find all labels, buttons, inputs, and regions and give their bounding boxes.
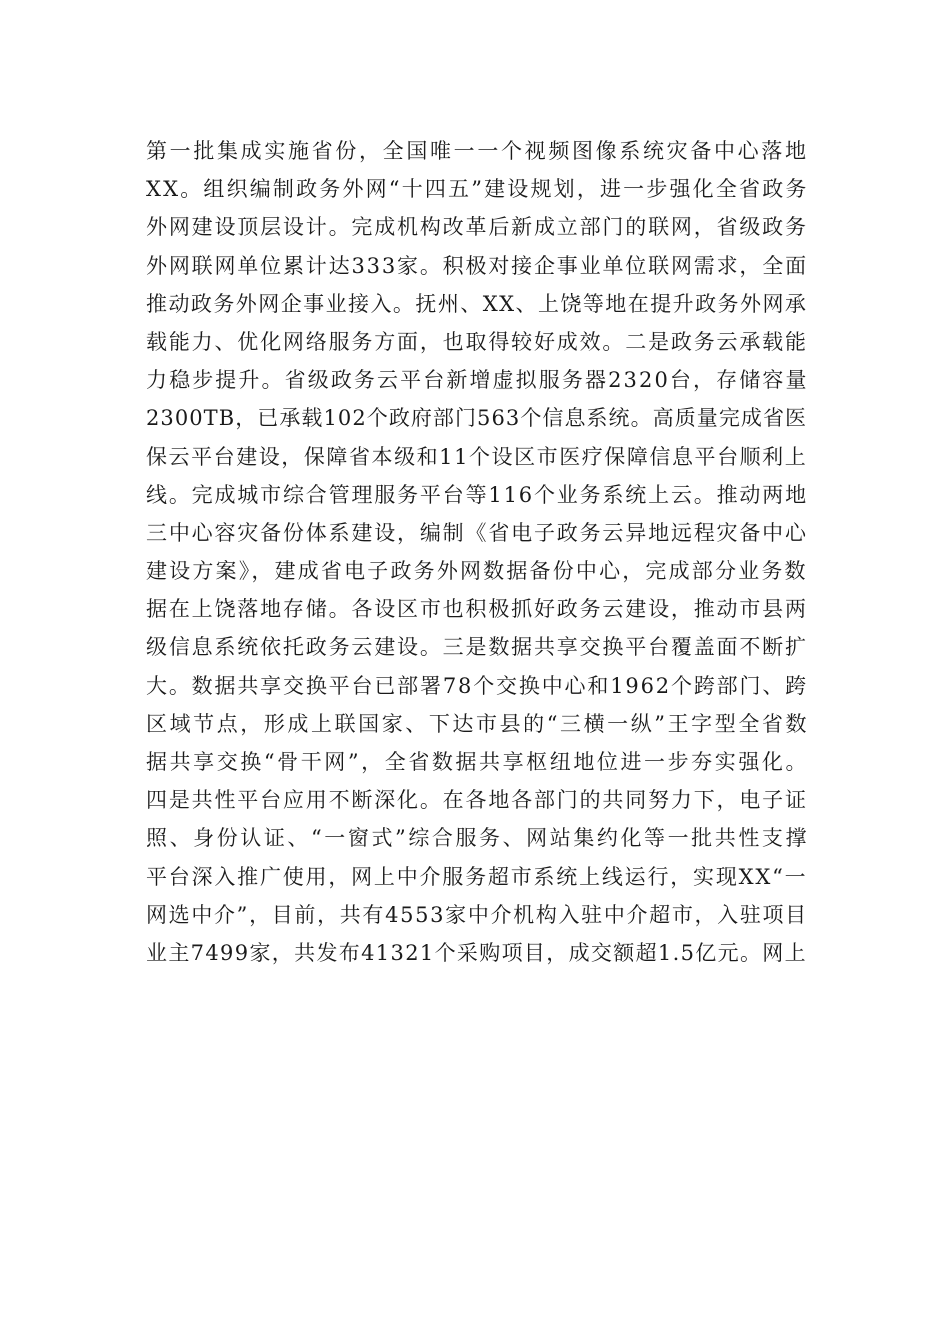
text-line: 业主7499家，共发布41321个采购项目，成交额超1.5亿元。网上 bbox=[146, 940, 807, 965]
text-line: XX。组织编制政务外网“十四五”建设规划，进一步强化全省政务 bbox=[146, 177, 809, 202]
text-line: 四是共性平台应用不断深化。在各地各部门的共同努力下，电子证 bbox=[146, 788, 808, 813]
text-line: 平台深入推广使用，网上中介服务超市系统上线运行，实现XX“一 bbox=[146, 864, 808, 889]
text-line: 第一批集成实施省份，全国唯一一个视频图像系统灾备中心落地 bbox=[146, 139, 809, 163]
text-line: 建设方案》，建成省电子政务外网数据备份中心，完成部分业务数 bbox=[146, 559, 808, 584]
text-line: 线。完成城市综合管理服务平台等116个业务系统上云。推动两地 bbox=[146, 482, 808, 507]
text-line: 据在上饶落地存储。各设区市也积极抓好政务云建设，推动市县两 bbox=[146, 597, 808, 622]
body-paragraph bbox=[146, 132, 810, 972]
text-line: 外网建设顶层设计。完成机构改革后新成立部门的联网，省级政务 bbox=[146, 215, 808, 240]
text-line: 据共享交换“骨干网”，全省数据共享枢纽地位进一步夯实强化。 bbox=[146, 750, 810, 774]
text-line: 推动政务外网企事业接入。抚州、XX、上饶等地在提升政务外网承 bbox=[146, 291, 808, 316]
text-line: 级信息系统依托政务云建设。三是数据共享交换平台覆盖面不断扩 bbox=[146, 635, 808, 660]
text-line: 照、身份认证、“一窗式”综合服务、网站集约化等一批共性支撑 bbox=[146, 826, 810, 851]
text-line: 网选中介”，目前，共有4553家中介机构入驻中介超市，入驻项目 bbox=[146, 902, 808, 927]
text-line: 力稳步提升。省级政务云平台新增虚拟服务器2320台，存储容量 bbox=[146, 368, 809, 393]
text-line: 大。数据共享交换平台已部署78个交换中心和1962个跨部门、跨 bbox=[146, 673, 808, 698]
text-line: 2300TB，已承载102个政府部门563个信息系统。高质量完成省医 bbox=[146, 406, 808, 431]
text-line: 保云平台建设，保障省本级和11个设区市医疗保障信息平台顺利上 bbox=[146, 444, 808, 469]
text-line: 载能力、优化网络服务方面，也取得较好成效。二是政务云承载能 bbox=[146, 329, 808, 354]
text-line: 三中心容灾备份体系建设，编制《省电子政务云异地远程灾备中心 bbox=[146, 520, 808, 545]
text-line: 区域节点，形成上联国家、下达市县的“三横一纵”王字型全省数 bbox=[146, 711, 810, 736]
text-line: 外网联网单位累计达333家。积极对接企事业单位联网需求，全面 bbox=[146, 253, 808, 278]
